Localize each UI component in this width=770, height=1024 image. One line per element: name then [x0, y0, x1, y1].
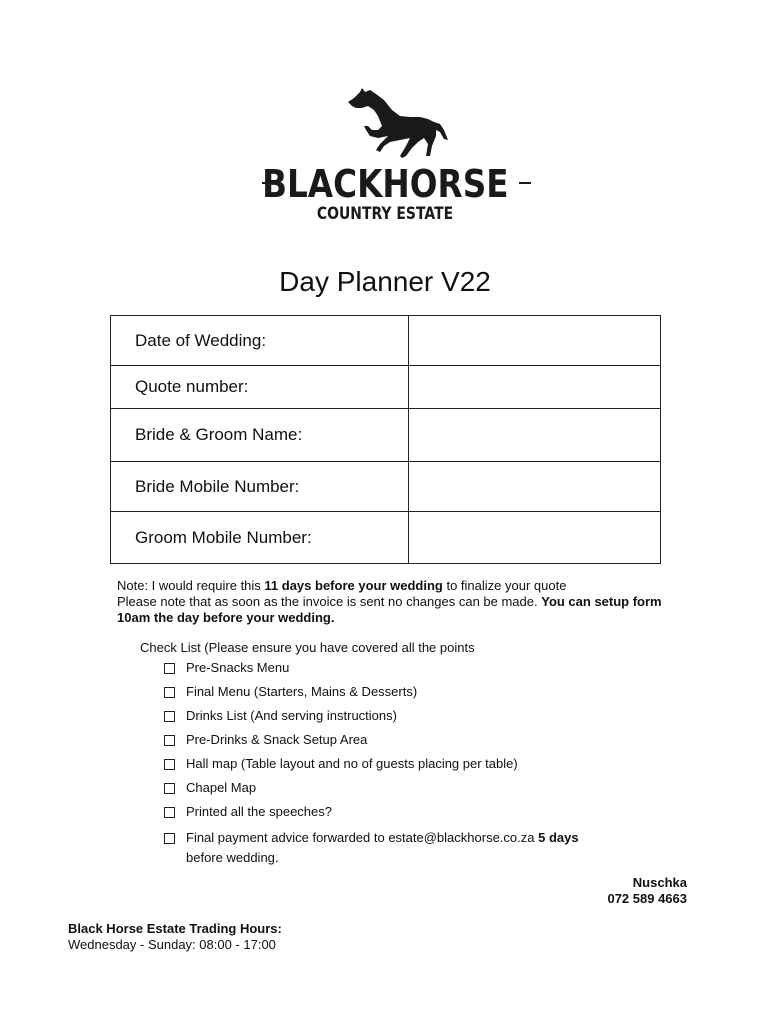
page-title: Day Planner V22 — [279, 266, 491, 297]
checkbox[interactable] — [164, 807, 175, 818]
trading-hours — [68, 921, 282, 953]
contact-block — [607, 875, 687, 907]
brand-subtitle: COUNTRY ESTATE — [316, 204, 454, 224]
trading-hours-text: Wednesday - Sunday: 08:00 - 17:00 — [68, 937, 276, 952]
checkbox[interactable] — [164, 759, 175, 770]
checklist-item[interactable]: Final Menu (Starters, Mains & Desserts) — [140, 684, 700, 700]
contact-phone: 072 589 4663 — [607, 891, 687, 906]
form-row-groom-mobile — [111, 512, 661, 564]
bride-groom-name-field[interactable] — [409, 409, 661, 462]
checklist-item[interactable]: Printed all the speeches? — [140, 804, 700, 820]
checklist-item[interactable]: Final payment advice forwarded to estate@blackhorse.co.za 5 days before wedding. — [140, 828, 700, 868]
checklist-item[interactable]: Pre-Snacks Menu — [140, 660, 700, 676]
checklist-heading: Check List (Please ensure you have covered all the points — [140, 640, 475, 655]
form-label: Bride Mobile Number: — [111, 462, 409, 512]
checklist-item[interactable]: Hall map (Table layout and no of guests placing per table) — [140, 756, 700, 772]
trading-hours-heading: Black Horse Estate Trading Hours: — [68, 921, 282, 936]
checklist-item[interactable]: Drinks List (And serving instructions) — [140, 708, 700, 724]
logo-right-dash — [519, 182, 531, 184]
checkbox[interactable] — [164, 783, 175, 794]
form-row-names — [111, 409, 661, 462]
form-row-bride-mobile — [111, 462, 661, 512]
form-row-date — [111, 316, 661, 366]
form-row-quote — [111, 366, 661, 409]
brand-logo — [0, 80, 770, 230]
note-text: Note: I would require this 11 days before your wedding to finalize your quote Please note that as soon as the invoice is sent no changes can be made. You can setup form 10am the day before your wedding. — [117, 578, 662, 625]
checklist-item[interactable]: Pre-Drinks & Snack Setup Area — [140, 732, 700, 748]
checkbox[interactable] — [164, 687, 175, 698]
checkbox[interactable] — [164, 711, 175, 722]
checkbox[interactable] — [164, 833, 175, 844]
brand-name: BLACKHORSE — [261, 162, 509, 206]
quote-number-field[interactable] — [409, 366, 661, 409]
checklist-item[interactable]: Chapel Map — [140, 780, 700, 796]
form-label: Groom Mobile Number: — [111, 512, 409, 564]
checkbox[interactable] — [164, 735, 175, 746]
wedding-details-table — [110, 315, 661, 564]
bride-mobile-field[interactable] — [409, 462, 661, 512]
wedding-date-field[interactable] — [409, 316, 661, 366]
contact-name: Nuschka — [632, 875, 687, 890]
groom-mobile-field[interactable] — [409, 512, 661, 564]
checklist — [140, 640, 700, 868]
form-label: Quote number: — [111, 366, 409, 409]
note-deadline: 11 days before your wedding — [264, 578, 443, 593]
form-label: Date of Wedding: — [111, 316, 409, 366]
form-label: Bride & Groom Name: — [111, 409, 409, 462]
horse-icon — [340, 86, 450, 166]
checkbox[interactable] — [164, 663, 175, 674]
note-setup: You can setup form 10am the day before your wedding. — [117, 594, 662, 625]
